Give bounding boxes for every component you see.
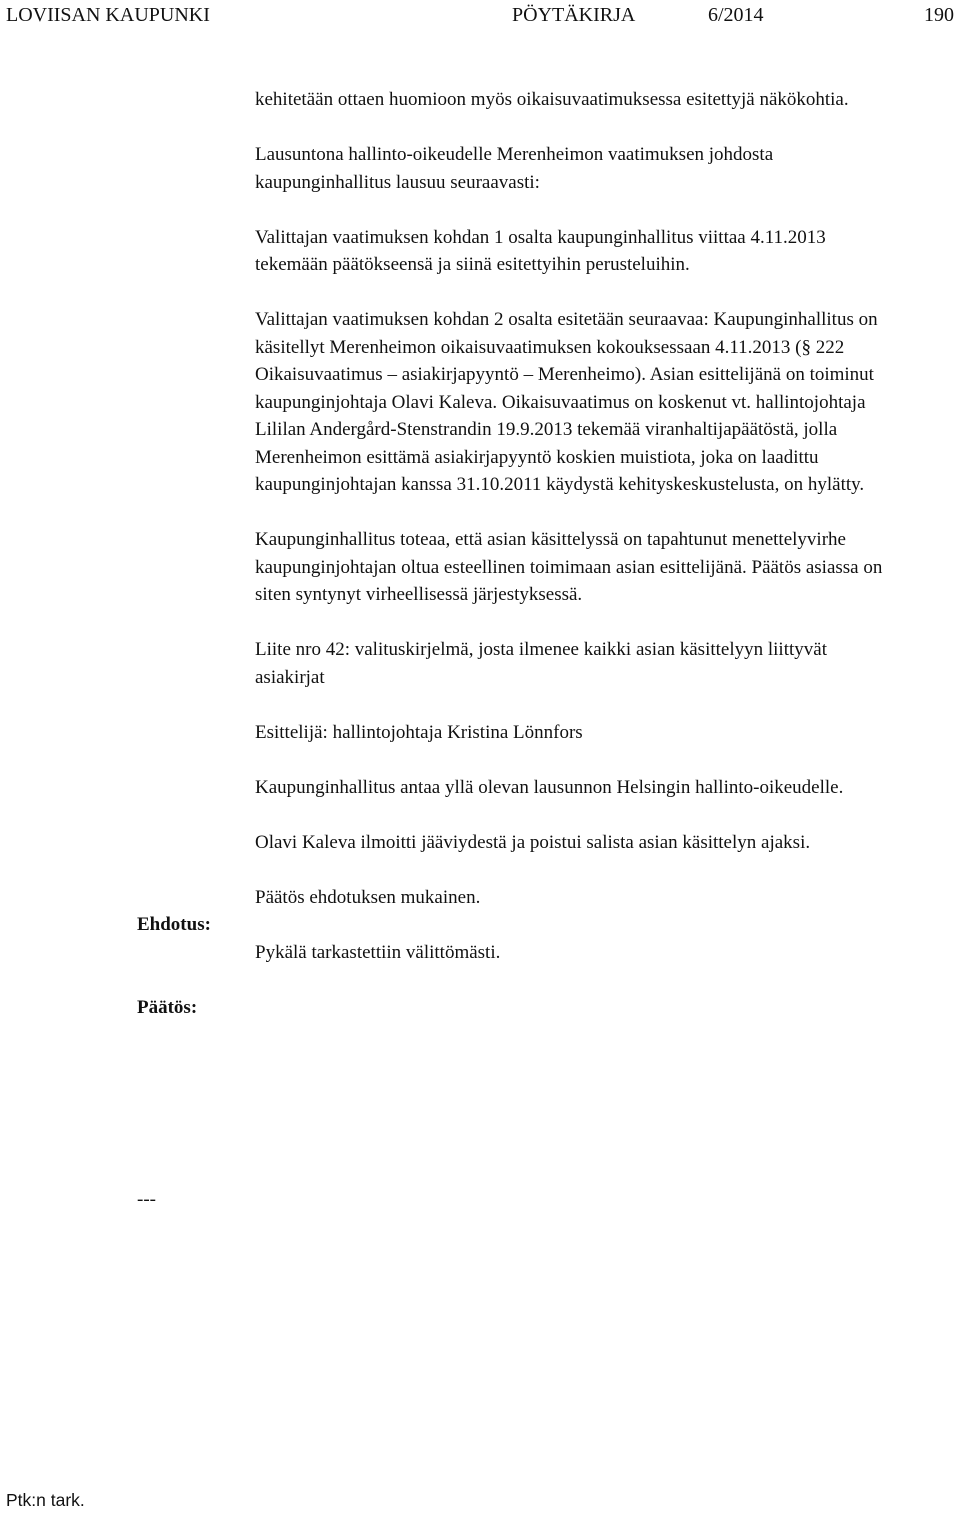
decision-text-outcome: Päätös ehdotuksen mukainen. [255, 886, 481, 908]
proposal-text: Kaupunginhallitus antaa yllä olevan lausunnon Helsingin hallinto-oikeudelle. [255, 776, 844, 798]
paragraph-statement-intro: Lausuntona hallinto-oikeudelle Merenheimon vaatimuksen johdosta kaupunginhallitus lausuu seuraavasti: [255, 144, 774, 193]
paragraph-point-2: Valittajan vaatimuksen kohdan 2 osalta esitetään seuraavaa: Kaupunginhallitus on käsitellyt Merenheimon oikaisuvaatimuksen kokouksessaan 4.11.2013 (§ 222 Oikaisuvaatimus – asiakirjapyyntö – Merenheimo). Asian esittelijänä on toiminut kaupunginjohtaja Olavi Kaleva. Oikaisuvaatimus on koskenut vt. hallintojohtaja Lililan Andergård-Stenstrandin 19.9.2013 tekemää viranhaltijapäätöstä, jolla Merenheimon esittämä asiakirjapyyntö koskien muistiota, joka on laadittu kaupunginjohtajan kanssa 31.10.2011 käydystä kehityskeskustelusta, on hylätty. [255, 309, 878, 495]
paragraph-continuation: kehitetään ottaen huomioon myös oikaisuvaatimuksessa esitettyjä näkökohtia. [255, 89, 849, 110]
paragraph-point-1: Valittajan vaatimuksen kohdan 1 osalta kaupunginhallitus viittaa 4.11.2013 tekemään päätökseensä ja siinä esitettyihin perusteluihin. [255, 226, 826, 275]
document-body [255, 86, 895, 966]
issue-number: 6/2014 [708, 4, 764, 26]
organization-name: LOVIISAN KAUPUNKI [6, 4, 210, 26]
page-number: 190 [924, 4, 954, 26]
document-type: PÖYTÄKIRJA [512, 4, 636, 26]
proposal-label: Ehdotus: [137, 914, 211, 935]
paragraph-attachment: Liite nro 42: valituskirjelmä, josta ilmenee kaikki asian käsittelyyn liittyvät asiakirjat [255, 639, 827, 688]
paragraph-presenter: Esittelijä: hallintojohtaja Kristina Lönnfors [255, 721, 583, 743]
minutes-check-mark: Ptk:n tark. [6, 1490, 85, 1510]
section-separator: --- [137, 1189, 156, 1210]
paragraph-conclusion: Kaupunginhallitus toteaa, että asian käsittelyssä on tapahtunut menettelyvirhe kaupunginjohtajan oltua esteellinen toimimaan asian esittelijänä. Päätös asiassa on siten syntynyt virheellisessä järjestyksessä. [255, 529, 883, 605]
decision-text-disqualification: Olavi Kaleva ilmoitti jääviydestä ja poistui salista asian käsittelyn ajaksi. [255, 831, 811, 853]
decision-label: Päätös: [137, 997, 198, 1018]
page-header [0, 0, 960, 30]
decision-text-review: Pykälä tarkastettiin välittömästi. [255, 941, 501, 963]
